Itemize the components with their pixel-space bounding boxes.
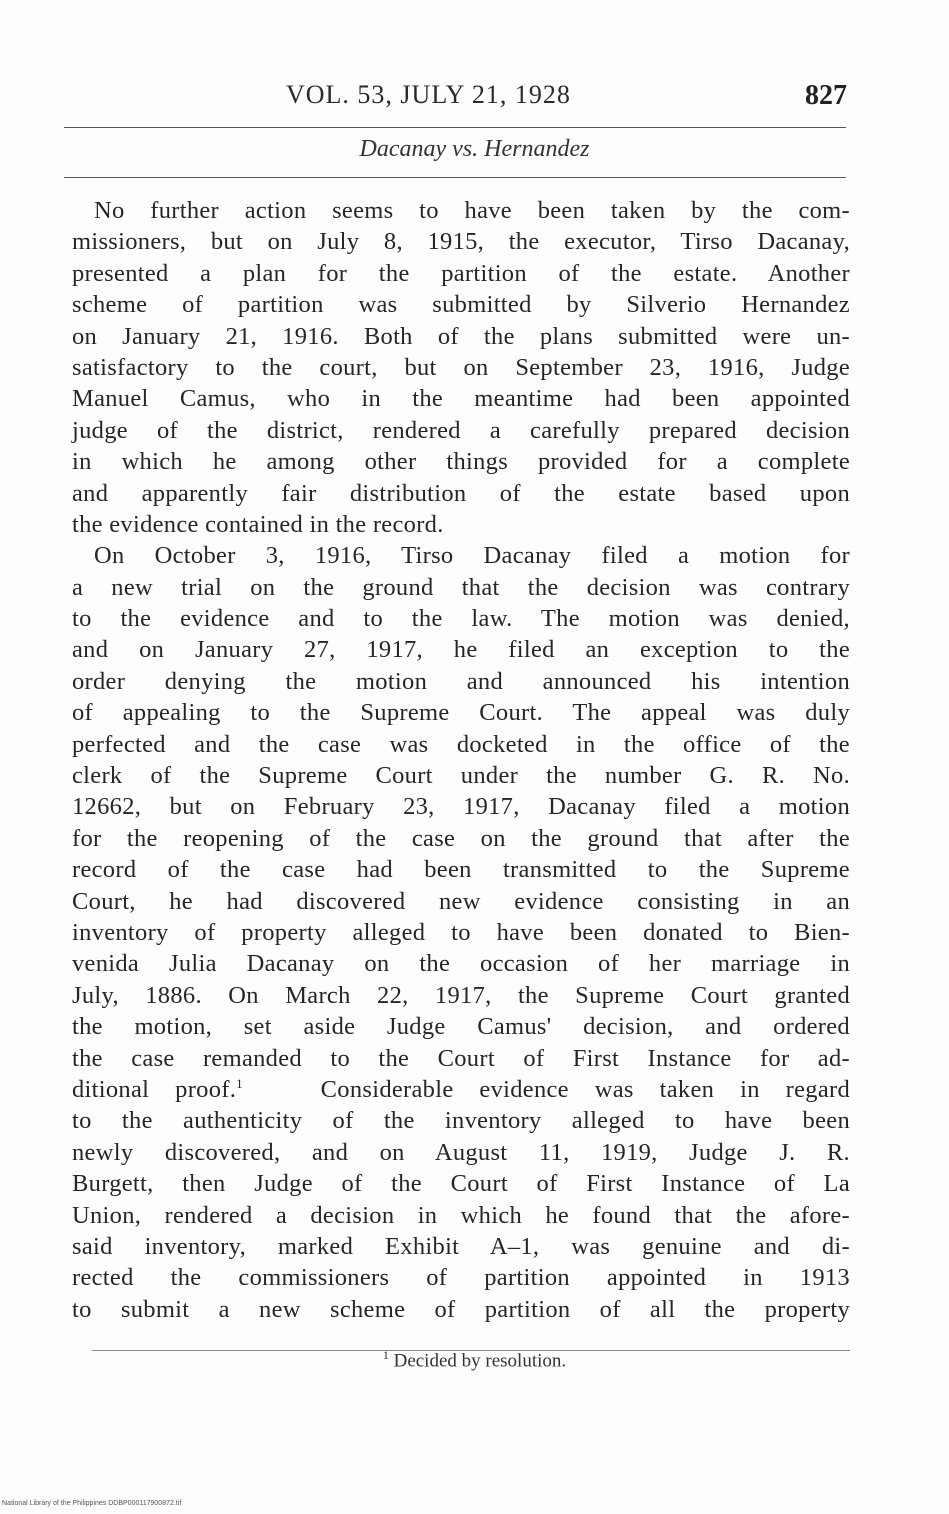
paragraph-1-line: satisfactory to the court, but on September 23, 1916, Judge — [72, 353, 850, 381]
footnote-reference[interactable]: 1 — [236, 1075, 243, 1091]
paragraph-1-line: in which he among other things provided for a complete — [72, 448, 850, 476]
header-rule-top — [64, 127, 846, 128]
paragraph-2-line: clerk of the Supreme Court under the number G. R. No. — [72, 762, 850, 790]
paragraph-2-line: perfected and the case was docketed in the office of the — [72, 730, 850, 758]
paragraph-2-line: 12662, but on February 23, 1917, Dacanay filed a motion — [72, 793, 850, 821]
header-rule-bottom — [64, 177, 846, 178]
paragraph-2-line-with-footnote — [72, 1074, 850, 1105]
paragraph-2-line: a new trial on the ground that the decision was contrary — [72, 573, 850, 601]
paragraph-1-line: No further action seems to have been taken by the com- — [94, 197, 850, 224]
scan-imprint: National Library of the Philippines DDBP000117900872.tif — [2, 1500, 182, 1507]
paragraph-2-line: Court, he had discovered new evidence consisting in an — [72, 887, 850, 915]
paragraph-2-line: to the evidence and to the law. The motion was denied, — [72, 605, 850, 633]
paragraph-1-line: presented a plan for the partition of the estate. Another — [72, 259, 850, 287]
footnote-text: Decided by resolution. — [393, 1350, 567, 1372]
paragraph-2-text: Considerable evidence was taken in regard — [320, 1075, 851, 1103]
footnote — [0, 1348, 949, 1372]
paragraph-2-line: July, 1886. On March 22, 1917, the Supreme Court granted — [72, 981, 850, 1009]
paragraph-2-line: venida Julia Dacanay on the occasion of her marriage in — [72, 950, 850, 978]
paragraph-2-line: the motion, set aside Judge Camus' decision, and ordered — [72, 1013, 850, 1041]
paragraph-2-line: Union, rendered a decision in which he found that the afore- — [72, 1201, 850, 1229]
paragraph-1-line: judge of the district, rendered a carefully prepared decision — [72, 416, 850, 444]
paragraph-2-line: to submit a new scheme of partition of all the property — [72, 1295, 850, 1323]
paragraph-2-line: of appealing to the Supreme Court. The appeal was duly — [72, 699, 850, 727]
paragraph-1-line: missioners, but on July 8, 1915, the executor, Tirso Dacanay, — [72, 228, 850, 256]
page-number: 827 — [805, 80, 847, 111]
paragraph-2-line: inventory of property alleged to have been donated to Bien- — [72, 918, 850, 946]
paragraph-1-line: scheme of partition was submitted by Silverio Hernandez — [72, 291, 850, 319]
paragraph-2-line: said inventory, marked Exhibit A–1, was genuine and di- — [72, 1232, 850, 1260]
running-title: Dacanay vs. Hernandez — [359, 136, 590, 162]
paragraph-2-text: ditional proof. — [72, 1075, 237, 1103]
paragraph-1-line: on January 21, 1916. Both of the plans submitted were un- — [72, 322, 850, 350]
paragraph-2-line: On October 3, 1916, Tirso Dacanay filed a motion for — [94, 542, 850, 570]
footnote-marker: 1 — [382, 1348, 389, 1362]
paragraph-2-line: and on January 27, 1917, he filed an exception to the — [72, 636, 850, 664]
body-text — [72, 195, 850, 1325]
paragraph-1-line: and apparently fair distribution of the estate based upon — [72, 479, 850, 507]
paragraph-2-line: record of the case had been transmitted to the Supreme — [72, 856, 850, 884]
paragraph-2-line: for the reopening of the case on the ground that after the — [72, 824, 850, 852]
paragraph-1-line: the evidence contained in the record. — [72, 510, 444, 538]
paragraph-1-line: Manuel Camus, who in the meantime had been appointed — [72, 385, 850, 413]
paragraph-2-line: the case remanded to the Court of First Instance for ad- — [72, 1044, 850, 1072]
paragraph-2-line: newly discovered, and on August 11, 1919, Judge J. R. — [72, 1138, 850, 1166]
paragraph-2-line: rected the commissioners of partition appointed in 1913 — [72, 1264, 850, 1292]
volume-date-header: VOL. 53, JULY 21, 1928 — [286, 80, 571, 109]
paragraph-2-line: to the authenticity of the inventory alleged to have been — [72, 1107, 850, 1135]
paragraph-2-line: order denying the motion and announced his intention — [72, 667, 850, 695]
paragraph-2-line: Burgett, then Judge of the Court of First Instance of La — [72, 1170, 850, 1198]
